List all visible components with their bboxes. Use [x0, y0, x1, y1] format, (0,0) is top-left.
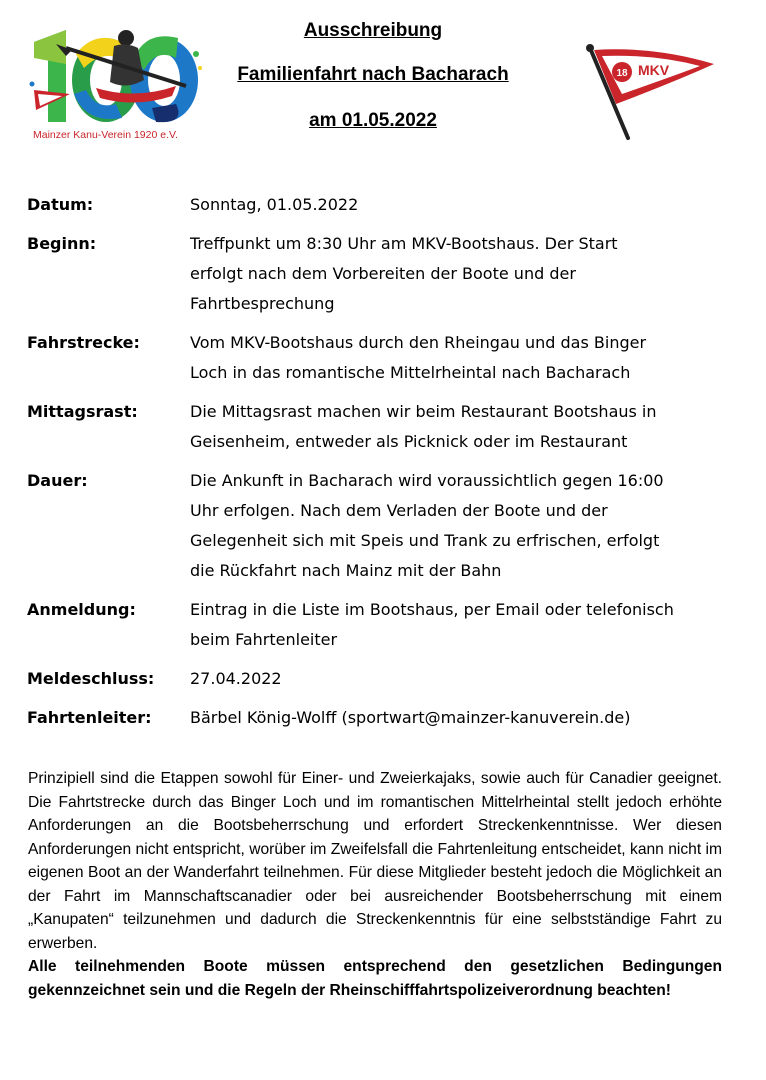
detail-line: Bärbel König-Wolff (sportwart@mainzer-kanuverein.de) [190, 708, 631, 727]
anniversary-100-logo-graphic [26, 24, 206, 128]
detail-row-fahrtenleiter [27, 703, 727, 733]
detail-line: Fahrtbesprechung [190, 294, 335, 313]
detail-row-anmeldung [27, 595, 727, 655]
detail-line: Die Mittagsrast machen wir beim Restaurant Bootshaus in [190, 402, 657, 421]
conditions-paragraph: Prinzipiell sind die Etappen sowohl für Einer- und Zweierkajaks, sowie auch für Canadier geeignet. Die Fahrtstrecke durch das Binger Loch und im romantischen Mittelrheintal stellt jedoch erhöhte Anforderungen an die Bootsbeherrschung und erfordert Streckenkenntnisse. Wer diesen Anforderungen nicht entspricht, worüber im Zweifelsfall die Fahrtenleitung entscheidet, kann nicht im eigenen Boot an der Wanderfahrt teilnehmen. Für diese Mitglieder besteht jedoch die Möglichkeit an der Fahrt im Mannschaftscanadier oder bei ausreichender Bootsbeherrschung mit einem „Kanupaten“ teilzunehmen und dadurch die Streckenkenntnis für eine selbstständige Fahrt zu erwerben. [28, 770, 722, 952]
detail-value [190, 466, 727, 586]
detail-value [190, 190, 727, 220]
detail-label: Datum: [27, 195, 94, 214]
detail-line: erfolgt nach dem Vorbereiten der Boote und der [190, 264, 576, 283]
detail-line: Geisenheim, entweder als Picknick oder im Restaurant [190, 432, 628, 451]
detail-row-meldeschluss [27, 664, 727, 694]
detail-line: Sonntag, 01.05.2022 [190, 195, 359, 214]
detail-value [190, 664, 727, 694]
detail-row-dauer [27, 466, 727, 586]
detail-value [190, 595, 727, 655]
detail-label: Anmeldung: [27, 600, 136, 619]
event-date-title: am 01.05.2022 [309, 110, 437, 131]
club-logo [26, 24, 206, 148]
detail-line: Gelegenheit sich mit Speis und Trank zu erfrischen, erfolgt [190, 531, 660, 550]
detail-line: Loch in das romantische Mittelrheintal nach Bacharach [190, 363, 631, 382]
detail-label: Fahrstrecke: [27, 333, 140, 352]
detail-row-beginn [27, 229, 727, 319]
detail-value [190, 229, 727, 319]
document-heading: Ausschreibung [303, 20, 443, 41]
detail-label: Mittagsrast: [27, 402, 138, 421]
detail-value [190, 703, 727, 733]
detail-line: Treffpunkt um 8:30 Uhr am MKV-Bootshaus. Der Start [190, 234, 618, 253]
svg-text:18: 18 [616, 68, 628, 79]
event-details-table [27, 190, 727, 742]
club-name-caption: Mainzer Kanu-Verein 1920 e.V. [33, 129, 178, 141]
detail-line: Vom MKV-Bootshaus durch den Rheingau und das Binger [190, 333, 647, 352]
detail-value [190, 397, 727, 457]
detail-row-mittagsrast [27, 397, 727, 457]
detail-line: Eintrag in die Liste im Bootshaus, per Email oder telefonisch [190, 600, 674, 619]
detail-line: 27.04.2022 [190, 669, 282, 688]
detail-line: Die Ankunft in Bacharach wird voraussichtlich gegen 16:00 [190, 471, 664, 490]
mkv-pennant-logo [584, 42, 720, 142]
detail-row-fahrstrecke [27, 328, 727, 388]
detail-label: Beginn: [27, 234, 97, 253]
detail-label: Meldeschluss: [27, 669, 155, 688]
pennant-mkv-label: MKV [638, 62, 670, 78]
body-text [28, 767, 722, 1002]
safety-notice: Alle teilnehmenden Boote müssen entsprechend den gesetzlichen Bedingungen gekennzeichnet sein und die Regeln der Rheinschifffahrtspolizeiverordnung beachten! [28, 958, 722, 999]
detail-line: Uhr erfolgen. Nach dem Verladen der Boote und der [190, 501, 608, 520]
detail-label: Dauer: [27, 471, 88, 490]
detail-label: Fahrtenleiter: [27, 708, 152, 727]
detail-line: die Rückfahrt nach Mainz mit der Bahn [190, 561, 502, 580]
detail-line: beim Fahrtenleiter [190, 630, 338, 649]
detail-value [190, 328, 727, 388]
event-title: Familienfahrt nach Bacharach [237, 64, 509, 85]
detail-row-datum [27, 190, 727, 220]
